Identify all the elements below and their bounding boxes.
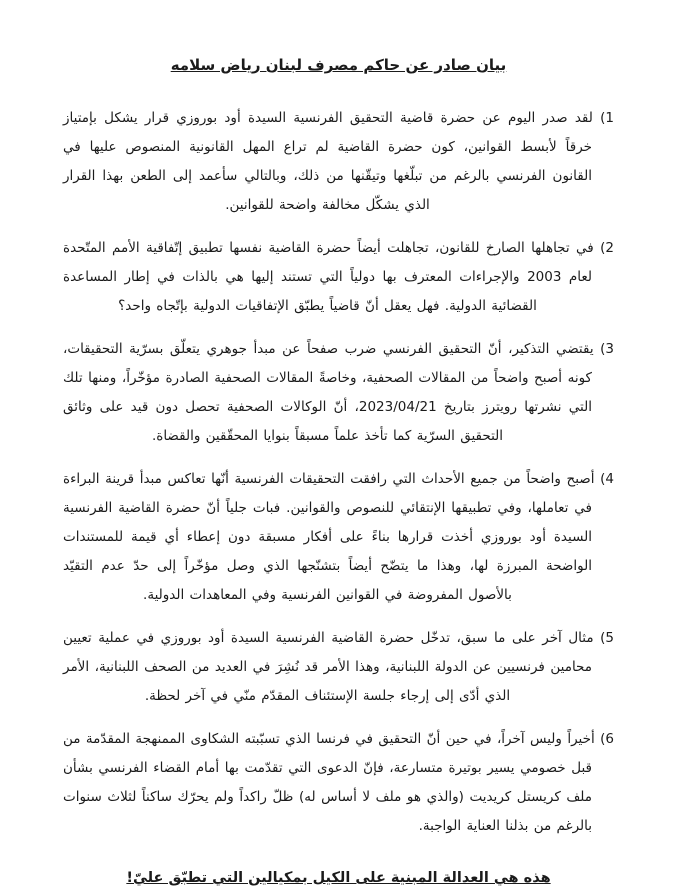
item-text: في تجاهلها الصارخ للقانون، تجاهلت أيضاً حضرة القاضية نفسها تطبيق إتّفاقية الأمم المتّحدة لعام 2003 والإجراءات المعترف بها دولياً التي تستند إليها هي بالذات في إطار المساعدة القضائية الدولية. فهل يعقل أنّ قاضياً يطبّق الإتفاقيات الدولية بإتّجاه واحد؟ [63, 240, 594, 314]
statement-title: بيان صادر عن حاكم مصرف لبنان رياض سلامه [170, 56, 507, 74]
statement-item-6 [63, 725, 614, 841]
item-text: مثال آخر على ما سبق، تدخّل حضرة القاضية الفرنسية السيدة أود بوروزي في عملية تعيين محامين فرنسيين عن الدولة اللبنانية، وهذا الأمر قد نُشِرَ في العديد من الصحف اللبنانية، الأمر الذي أدّى إلى إرجاء جلسة الإستئناف المقدّم منّي في آخر لحظة. [63, 630, 594, 704]
item-number: 5) [600, 630, 614, 646]
statement-item-2 [63, 234, 614, 321]
statement-item-1 [63, 104, 614, 220]
item-number: 1) [600, 110, 614, 126]
item-text: أخيراً وليس آخراً، في حين أنّ التحقيق في فرنسا الذي تسبّبته الشكاوى الممنهجة المقدّمة من قبل خصومي يسير بوتيرة متسارعة، فإنّ الدعوى التي تقدّمت بها أمام القضاء الفرنسي بشأن ملف كريستل كريديت (والذي هو ملف لا أساس له) ظلّ راكداً ولم يحرّك ساكناً لثلاث سنوات بالرغم من بذلنا العناية الواجبة. [63, 731, 595, 834]
item-number: 4) [600, 471, 614, 487]
statement-item-5 [63, 624, 614, 711]
statement-item-4 [63, 465, 614, 610]
closing-line: هذه هي العدالة المبنية على الكيل بمكيالين التي تطبّق عليّ! [126, 870, 551, 886]
item-number: 6) [600, 731, 614, 747]
item-text: لقد صدر اليوم عن حضرة قاضية التحقيق الفرنسية السيدة أود بوروزي قرار يشكل بإمتياز خرقاً لأبسط القوانين، كون حضرة القاضية لم تراع المهل القانونية المنصوص عليها في القانون الفرنسي بالرغم من تبلّغها وتيقّنها من ذلك، وبالتالي سأعمد إلى الطعن بهذا القرار الذي يشكّل مخالفة واضحة للقوانين. [63, 110, 593, 213]
item-number: 2) [600, 240, 614, 256]
item-number: 3) [600, 341, 615, 357]
item-text: يقتضي التذكير، أنّ التحقيق الفرنسي ضرب صفحاً عن مبدأ جوهري يتعلّق بسرّية التحقيقات، كونه أصبح واضحاً من المقالات الصحفية، وخاصةً المقالات الصحفية الصادرة مؤخّراً، ومنها تلك التي نشرتها رويترز بتاريخ 2023/04/21، أنّ الوكالات الصحفية تحصل دون قيد على وثائق التحقيق السرّية كما تأخذ علماً مسبقاً بنوايا المحقّقين والقضاة. [63, 341, 594, 444]
statement-item-3 [63, 335, 614, 451]
item-text: أصبح واضحاً من جميع الأحداث التي رافقت التحقيقات الفرنسية أنّها تعاكس مبدأ قرينة البراءة في تعاملها، وفي تطبيقها الإنتقائي للنصوص والقوانين. فبات جلياً أنّ حضرة القاضية الفرنسية السيدة أود بوروزي أخذت قرارها بناءً على أفكار مسبقة دون إعطاء أي قيمة للمستندات الواضحة المبرزة لها، وهذا ما يتضّح أيضاً بتشنّجها الذي وصل مؤخّراً إلى حدّ عدم التقيّد بالأصول المفروضة في القوانين الفرنسية وفي المعاهدات الدولية. [63, 471, 595, 603]
